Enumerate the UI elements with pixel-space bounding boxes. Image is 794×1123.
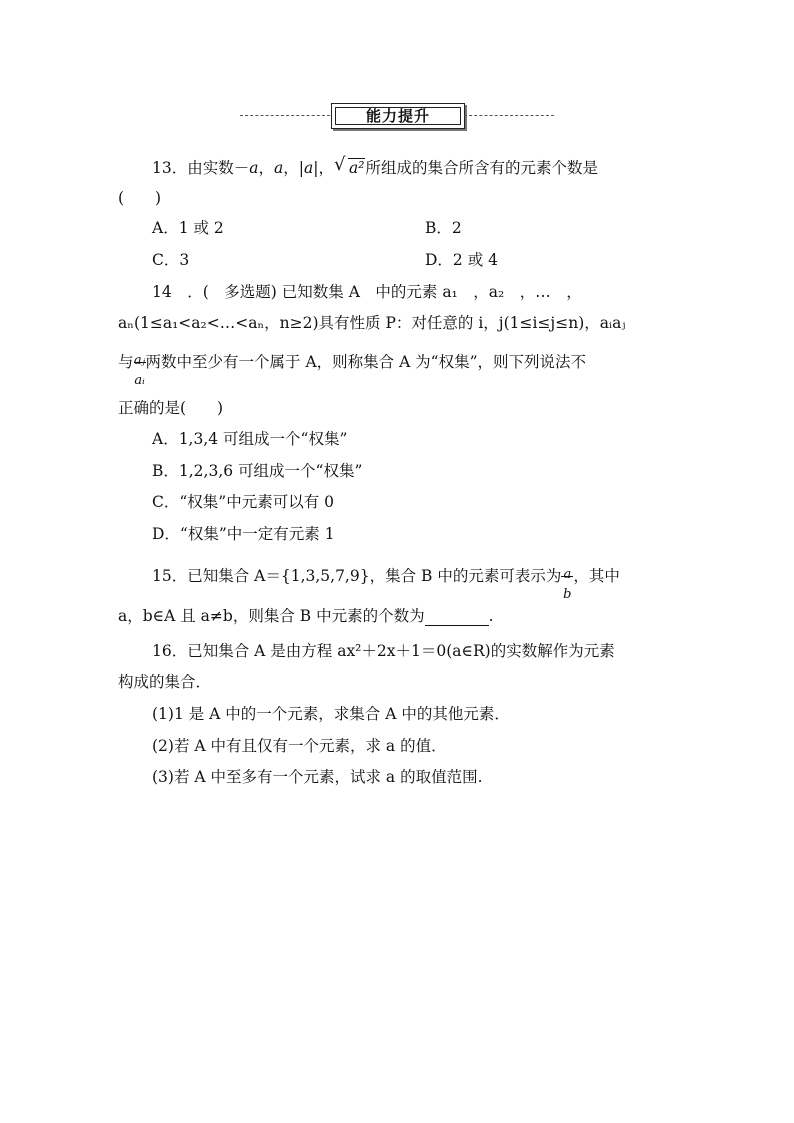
q14-stem-line4: 正确的是( ) — [118, 399, 224, 417]
q13-stem — [152, 154, 598, 178]
q14-line3-pre: 与 — [118, 353, 134, 371]
q16-part3: (3)若 A 中至多有一个元素，试求 a 的取值范围. — [152, 768, 483, 786]
q15-line2-pre: a，b∈A 且 a≠b，则集合 B 中元素的个数为 — [118, 607, 425, 625]
section-title: 能力提升 — [335, 107, 461, 125]
q13-var-a: a — [249, 159, 259, 177]
q13-sqrt-content: a² — [348, 159, 365, 177]
q13-option-a: A．1 或 2 — [152, 219, 224, 237]
q14-line1: 已知数集 A 中的元素 a₁ ，a₂ ，… ， — [281, 283, 582, 301]
q13-comma1: ， — [258, 159, 275, 177]
q16-line1: 16．已知集合 A 是由方程 ax²＋2x＋1＝0(a∈R)的实数解作为元素 — [152, 642, 615, 660]
q15-answer-blank[interactable] — [425, 609, 489, 626]
q15-frac-num: a — [563, 567, 572, 582]
q14-number: 14 ．( 多选题) — [152, 283, 277, 301]
q13-option-d: D．2 或 4 — [425, 251, 499, 269]
q14-stem-line3 — [118, 344, 587, 388]
q14-option-b: B．1,2,3,6 可组成一个“权集” — [152, 462, 363, 480]
q13-option-c: C．3 — [152, 251, 190, 269]
q15-line1-pre: 15．已知集合 A＝{1,3,5,7,9}，集合 B 中的元素可表示为 — [152, 567, 562, 585]
q15-line1 — [152, 558, 620, 602]
q14-frac-den: aᵢ — [134, 373, 145, 388]
q16-part2: (2)若 A 中有且仅有一个元素，求 a 的值． — [152, 737, 447, 755]
q13-sqrt: √ a² — [333, 154, 365, 177]
q14-option-d: D．“权集”中一定有元素 1 — [152, 525, 335, 543]
q15-line2 — [118, 606, 494, 626]
q14-line3-post: 两数中至少有一个属于 A，则称集合 A 为“权集”，则下列说法不 — [145, 353, 587, 371]
section-title-box — [331, 103, 465, 129]
q15-line1-post: ，其中 — [573, 567, 620, 585]
q14-option-c: C．“权集”中元素可以有 0 — [152, 493, 334, 511]
q13-var-a2: a — [274, 159, 284, 177]
q14-stem-line2: aₙ(1≤a₁<a₂<…<aₙ，n≥2)具有性质 P：对任意的 i，j(1≤i≤j≤n)，aᵢaⱼ — [118, 314, 626, 332]
q13-abs-a: a — [304, 159, 314, 177]
q13-paren: ( ) — [118, 189, 162, 207]
header-left-divider — [240, 115, 330, 116]
q14-fraction — [133, 345, 146, 388]
q13-stem-a: 由实数－ — [187, 159, 250, 177]
q15-fraction — [561, 559, 573, 602]
q16-line2: 构成的集合． — [118, 673, 212, 691]
q15-frac-den: b — [563, 587, 572, 602]
header-right-divider — [464, 115, 554, 116]
q14-frac-num: aⱼ — [133, 353, 146, 368]
q14-option-a: A．1,3,4 可组成一个“权集” — [152, 430, 348, 448]
q13-stem-b: 所组成的集合所含有的元素个数是 — [365, 159, 598, 177]
section-header — [240, 103, 554, 129]
q13-comma2: ，| — [283, 159, 304, 177]
q13-abs-close: |， — [313, 159, 334, 177]
q16-part1: (1)1 是 A 中的一个元素，求集合 A 中的其他元素． — [152, 705, 510, 723]
q14-stem-line1 — [152, 282, 582, 302]
q15-line2-post: . — [488, 607, 494, 625]
q13-option-b: B．2 — [425, 219, 462, 237]
q13-number: 13． — [152, 159, 188, 177]
